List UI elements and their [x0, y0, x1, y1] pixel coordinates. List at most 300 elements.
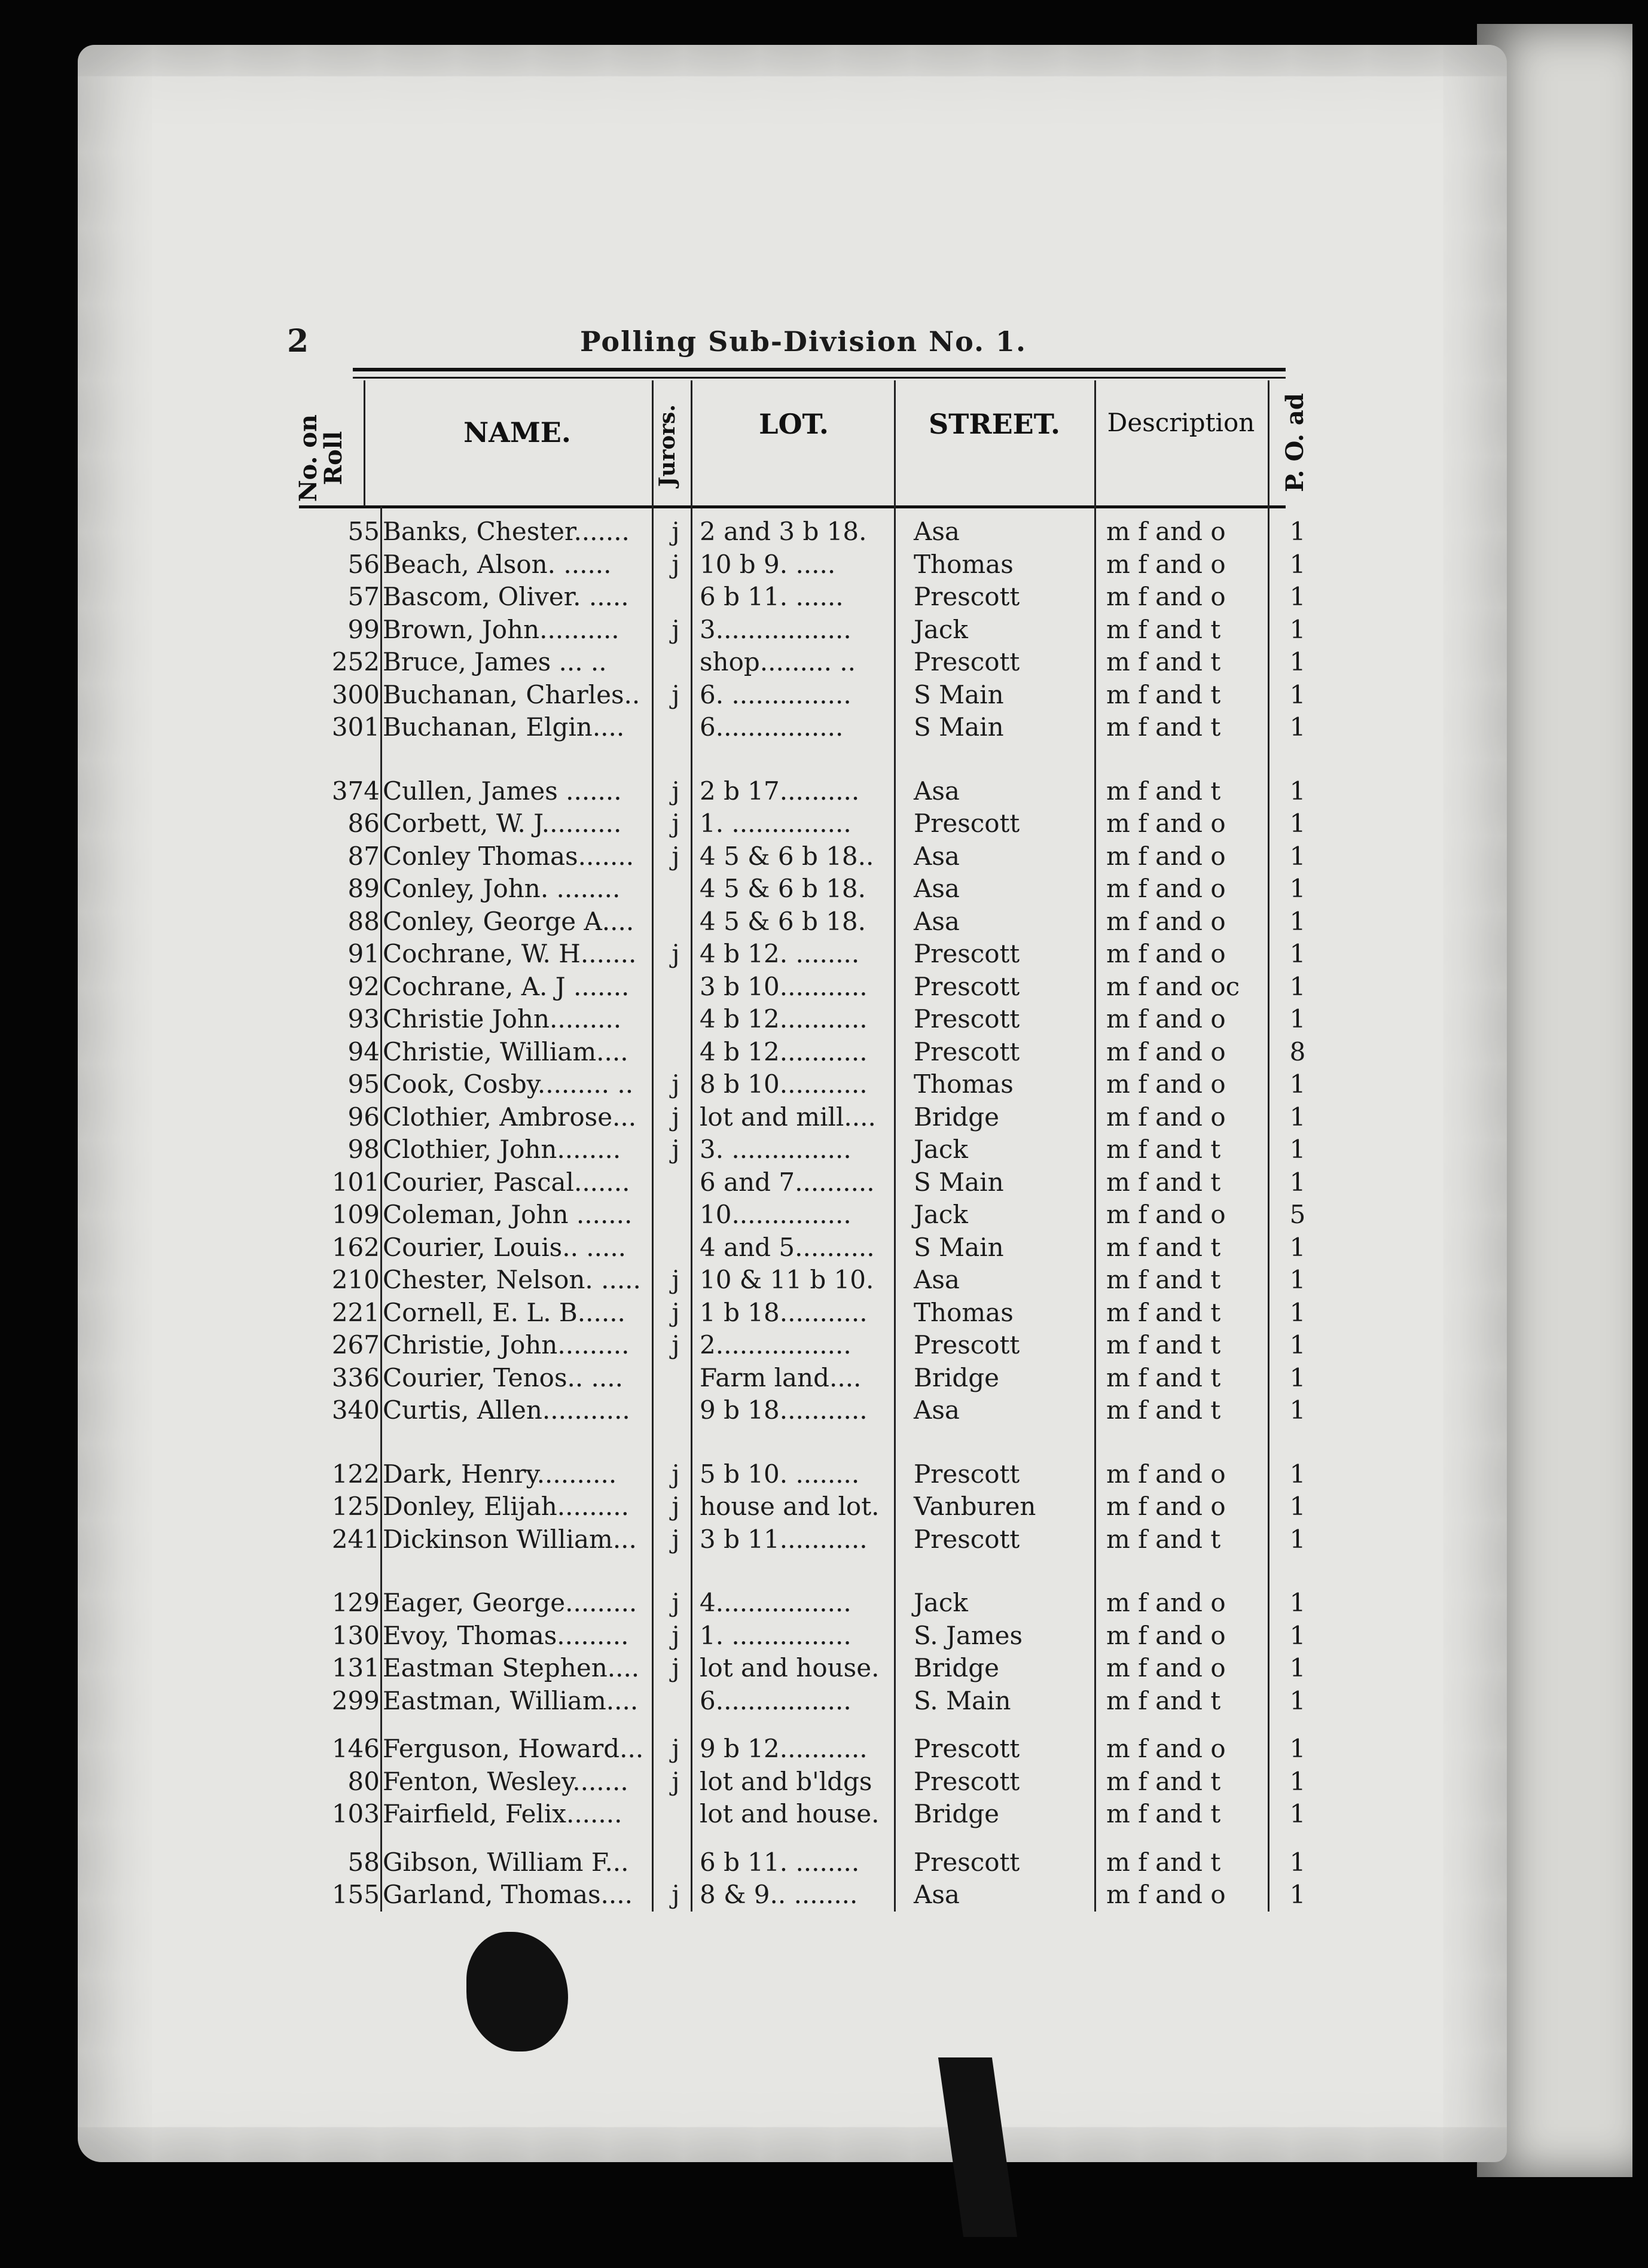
description-cell: m f and t — [1106, 1767, 1221, 1796]
voter-name: Clothier, John........ — [383, 1135, 621, 1164]
lot-cell: 8 & 9.. ........ — [700, 1880, 858, 1909]
column-divider — [364, 380, 365, 506]
juror-mark: j — [672, 680, 680, 709]
roll-number: 80 — [347, 1767, 380, 1796]
voters-list-table — [293, 380, 1322, 1912]
po-address-cell: 1 — [1289, 1233, 1306, 1262]
roll-number: 129 — [331, 1588, 380, 1617]
voter-name: Christie John......... — [383, 1004, 622, 1034]
lot-cell: 3. ............... — [700, 1135, 852, 1164]
table-row — [293, 517, 1322, 549]
po-address-cell: 1 — [1289, 1167, 1306, 1197]
po-address-cell: 1 — [1289, 1799, 1306, 1828]
table-row — [293, 1653, 1322, 1685]
street-cell: Prescott — [914, 582, 1020, 611]
description-cell: m f and o — [1106, 874, 1226, 903]
description-cell: m f and o — [1106, 842, 1226, 871]
lot-cell: 10............... — [700, 1200, 852, 1229]
description-cell: m f and t — [1106, 1395, 1221, 1425]
po-address-cell: 1 — [1289, 712, 1306, 742]
juror-mark: j — [672, 615, 680, 644]
po-address-cell: 1 — [1289, 1298, 1306, 1327]
table-row — [293, 647, 1322, 679]
lot-cell: 1. ............... — [700, 809, 852, 838]
roll-number: 162 — [331, 1233, 380, 1262]
voter-name: Clothier, Ambrose... — [383, 1102, 637, 1132]
table-row — [293, 1848, 1322, 1880]
roll-number: 221 — [331, 1298, 380, 1327]
voter-name: Christie, William.... — [383, 1037, 628, 1066]
description-cell: m f and o — [1106, 907, 1226, 936]
description-cell: m f and o — [1106, 1621, 1226, 1650]
lot-cell: 6................ — [700, 712, 844, 742]
lot-cell: 5 b 10. ........ — [700, 1459, 860, 1489]
description-cell: m f and oc — [1106, 972, 1240, 1001]
po-address-cell: 1 — [1289, 1004, 1306, 1034]
lot-cell: 3................. — [700, 615, 852, 644]
lot-cell: 4 5 & 6 b 18.. — [700, 842, 874, 871]
po-address-cell: 1 — [1289, 1265, 1306, 1294]
roll-number: 91 — [347, 939, 380, 968]
table-row — [293, 680, 1322, 712]
lot-cell: lot and b'ldgs — [700, 1767, 872, 1796]
roll-number: 301 — [331, 712, 380, 742]
description-cell: m f and t — [1106, 1135, 1221, 1164]
roll-number: 56 — [347, 550, 380, 579]
street-cell: Prescott — [914, 1525, 1020, 1554]
lot-cell: 3 b 10........... — [700, 972, 868, 1001]
street-cell: S Main — [914, 1233, 1004, 1262]
roll-number: 101 — [331, 1167, 380, 1197]
voter-name: Garland, Thomas.... — [383, 1880, 633, 1909]
table-row — [293, 1298, 1322, 1330]
description-cell: m f and t — [1106, 1848, 1221, 1877]
column-header-lot: LOT. — [759, 408, 829, 440]
description-cell: m f and t — [1106, 1298, 1221, 1327]
lot-cell: shop......... .. — [700, 647, 856, 676]
table-row — [293, 1686, 1322, 1718]
voter-name: Coleman, John ....... — [383, 1200, 633, 1229]
lot-cell: 6 b 11. ........ — [700, 1848, 860, 1877]
voter-name: Conley, John. ........ — [383, 874, 621, 903]
juror-mark: j — [672, 776, 680, 806]
roll-number: 155 — [331, 1880, 380, 1909]
voter-name: Chester, Nelson. ..... — [383, 1265, 641, 1294]
roll-number: 122 — [331, 1459, 380, 1489]
description-cell: m f and t — [1106, 1799, 1221, 1828]
description-cell: m f and t — [1106, 1167, 1221, 1197]
lot-cell: 6. ............... — [700, 680, 852, 709]
lot-cell: lot and house. — [700, 1653, 880, 1682]
street-cell: S. James — [914, 1621, 1023, 1650]
roll-number: 267 — [331, 1330, 380, 1359]
description-cell: m f and t — [1106, 1363, 1221, 1392]
header-rule — [353, 368, 1286, 371]
voter-name: Conley Thomas....... — [383, 842, 634, 871]
voter-name: Gibson, William F... — [383, 1848, 629, 1877]
voter-name: Buchanan, Elgin.... — [383, 712, 625, 742]
voter-name: Curtis, Allen........... — [383, 1395, 630, 1425]
lot-cell: Farm land.... — [700, 1363, 862, 1392]
table-row — [293, 712, 1322, 745]
street-cell: Prescott — [914, 1848, 1020, 1877]
lot-cell: 8 b 10........... — [700, 1069, 868, 1099]
juror-mark: j — [672, 517, 680, 546]
table-row — [293, 1102, 1322, 1135]
roll-number: 252 — [331, 647, 380, 676]
description-cell: m f and t — [1106, 712, 1221, 742]
column-header-description: Description — [1107, 408, 1255, 437]
table-row — [293, 809, 1322, 841]
header-rule — [353, 377, 1286, 379]
page-number: 2 — [287, 323, 309, 359]
voter-name: Eager, George......... — [383, 1588, 637, 1617]
description-cell: m f and o — [1106, 1004, 1226, 1034]
roll-number: 92 — [347, 972, 380, 1001]
lot-cell: 4 5 & 6 b 18. — [700, 874, 866, 903]
street-cell: Bridge — [914, 1653, 1000, 1682]
street-cell: S Main — [914, 712, 1004, 742]
street-cell: Asa — [914, 874, 960, 903]
street-cell: Asa — [914, 1265, 960, 1294]
street-cell: Asa — [914, 842, 960, 871]
street-cell: Prescott — [914, 1004, 1020, 1034]
table-row — [293, 1037, 1322, 1069]
po-address-cell: 1 — [1289, 615, 1306, 644]
juror-mark: j — [672, 1525, 680, 1554]
street-cell: Prescott — [914, 939, 1020, 968]
table-row — [293, 1167, 1322, 1200]
po-address-cell: 1 — [1289, 1734, 1306, 1763]
description-cell: m f and t — [1106, 776, 1221, 806]
voter-name: Cochrane, A. J ....... — [383, 972, 630, 1001]
voter-name: Conley, George A.... — [383, 907, 634, 936]
table-row — [293, 1363, 1322, 1395]
roll-number: 374 — [331, 776, 380, 806]
table-row — [293, 582, 1322, 614]
description-cell: m f and t — [1106, 1686, 1221, 1715]
lot-cell: 10 b 9. ..... — [700, 550, 836, 579]
po-address-cell: 1 — [1289, 1395, 1306, 1425]
street-cell: Bridge — [914, 1102, 1000, 1132]
juror-mark: j — [672, 1767, 680, 1796]
description-cell: m f and o — [1106, 517, 1226, 546]
juror-mark: j — [672, 1102, 680, 1132]
voter-name: Fairfield, Felix....... — [383, 1799, 622, 1828]
lot-cell: 1 b 18........... — [700, 1298, 868, 1327]
roll-number: 89 — [347, 874, 380, 903]
juror-mark: j — [672, 1621, 680, 1650]
roll-number: 98 — [347, 1135, 380, 1164]
juror-mark: j — [672, 1653, 680, 1682]
po-address-cell: 1 — [1289, 907, 1306, 936]
voter-name: Eastman, William.... — [383, 1686, 639, 1715]
po-address-cell: 1 — [1289, 1330, 1306, 1359]
table-row — [293, 1069, 1322, 1102]
voter-name: Cornell, E. L. B...... — [383, 1298, 625, 1327]
running-title: Polling Sub-Division No. 1. — [580, 325, 1027, 358]
po-address-cell: 1 — [1289, 1621, 1306, 1650]
description-cell: m f and o — [1106, 939, 1226, 968]
table-row — [293, 939, 1322, 971]
street-cell: S Main — [914, 680, 1004, 709]
description-cell: m f and t — [1106, 1265, 1221, 1294]
po-address-cell: 1 — [1289, 1525, 1306, 1554]
roll-number: 55 — [347, 517, 380, 546]
street-cell: Thomas — [914, 1298, 1014, 1327]
table-row — [293, 1525, 1322, 1557]
po-address-cell: 1 — [1289, 842, 1306, 871]
po-address-cell: 1 — [1289, 1459, 1306, 1489]
street-cell: Prescott — [914, 1037, 1020, 1066]
table-row — [293, 874, 1322, 906]
lot-cell: 3 b 11........... — [700, 1525, 868, 1554]
table-row — [293, 1588, 1322, 1620]
street-cell: Jack — [914, 1135, 968, 1164]
roll-number: 241 — [331, 1525, 380, 1554]
lot-cell: 4................. — [700, 1588, 852, 1617]
po-address-cell: 1 — [1289, 1767, 1306, 1796]
table-row — [293, 1265, 1322, 1297]
po-address-cell: 1 — [1289, 517, 1306, 546]
juror-mark: j — [672, 842, 680, 871]
table-row — [293, 1621, 1322, 1653]
roll-number: 99 — [347, 615, 380, 644]
lot-cell: 4 b 12........... — [700, 1037, 868, 1066]
street-cell: Thomas — [914, 550, 1014, 579]
juror-mark: j — [672, 1459, 680, 1489]
table-row — [293, 1395, 1322, 1428]
table-row — [293, 615, 1322, 647]
po-address-cell: 1 — [1289, 1686, 1306, 1715]
street-cell: Thomas — [914, 1069, 1014, 1099]
voter-name: Christie, John......... — [383, 1330, 630, 1359]
voter-name: Bruce, James ... .. — [383, 647, 607, 676]
street-cell: Vanburen — [914, 1492, 1036, 1521]
column-header-jurors: Jurors. — [655, 404, 680, 487]
street-cell: Prescott — [914, 647, 1020, 676]
lot-cell: 9 b 12........... — [700, 1734, 868, 1763]
roll-number: 96 — [347, 1102, 380, 1132]
po-address-cell: 1 — [1289, 1492, 1306, 1521]
roll-number: 131 — [331, 1653, 380, 1682]
po-address-cell: 1 — [1289, 939, 1306, 968]
description-cell: m f and o — [1106, 1880, 1226, 1909]
voter-name: Dark, Henry.......... — [383, 1459, 617, 1489]
lot-cell: 9 b 18........... — [700, 1395, 868, 1425]
lot-cell: house and lot. — [700, 1492, 880, 1521]
voter-name: Brown, John.......... — [383, 615, 619, 644]
roll-number: 336 — [331, 1363, 380, 1392]
lot-cell: 1. ............... — [700, 1621, 852, 1650]
po-address-cell: 1 — [1289, 582, 1306, 611]
description-cell: m f and o — [1106, 1200, 1226, 1229]
street-cell: Jack — [914, 1200, 968, 1229]
po-address-cell: 8 — [1289, 1037, 1306, 1066]
roll-number: 340 — [331, 1395, 380, 1425]
po-address-cell: 1 — [1289, 550, 1306, 579]
po-address-cell: 1 — [1289, 647, 1306, 676]
juror-mark: j — [672, 1135, 680, 1164]
description-cell: m f and o — [1106, 582, 1226, 611]
street-cell: Prescott — [914, 1767, 1020, 1796]
description-cell: m f and o — [1106, 550, 1226, 579]
street-cell: Asa — [914, 907, 960, 936]
roll-number: 300 — [331, 680, 380, 709]
juror-mark: j — [672, 1734, 680, 1763]
juror-mark: j — [672, 1265, 680, 1294]
voter-name: Courier, Tenos.. .... — [383, 1363, 623, 1392]
juror-mark: j — [672, 1880, 680, 1909]
table-row — [293, 1004, 1322, 1037]
street-cell: Jack — [914, 615, 968, 644]
lot-cell: lot and house. — [700, 1799, 880, 1828]
table-row — [293, 1200, 1322, 1232]
po-address-cell: 1 — [1289, 1069, 1306, 1099]
table-row — [293, 1135, 1322, 1167]
juror-mark: j — [672, 550, 680, 579]
voter-name: Banks, Chester....... — [383, 517, 630, 546]
po-address-cell: 1 — [1289, 1363, 1306, 1392]
column-header-name: NAME. — [463, 416, 571, 449]
page-header — [287, 323, 1292, 359]
po-address-cell: 1 — [1289, 874, 1306, 903]
table-row — [293, 1459, 1322, 1492]
lot-cell: 4 and 5.......... — [700, 1233, 875, 1262]
table-row — [293, 1330, 1322, 1362]
description-cell: m f and t — [1106, 1525, 1221, 1554]
street-cell: Jack — [914, 1588, 968, 1617]
street-cell: Asa — [914, 1880, 960, 1909]
street-cell: Bridge — [914, 1363, 1000, 1392]
table-row — [293, 842, 1322, 874]
roll-number: 88 — [347, 907, 380, 936]
po-address-cell: 5 — [1289, 1200, 1306, 1229]
po-address-cell: 1 — [1289, 1135, 1306, 1164]
po-address-cell: 1 — [1289, 1653, 1306, 1682]
description-cell: m f and t — [1106, 1330, 1221, 1359]
po-address-cell: 1 — [1289, 1848, 1306, 1877]
juror-mark: j — [672, 939, 680, 968]
lot-cell: 2 and 3 b 18. — [700, 517, 867, 546]
table-row — [293, 1233, 1322, 1265]
juror-mark: j — [672, 1492, 680, 1521]
lot-cell: 2 b 17.......... — [700, 776, 860, 806]
lot-cell: 6................. — [700, 1686, 852, 1715]
column-header-street: STREET. — [928, 408, 1061, 440]
roll-number: 299 — [331, 1686, 380, 1715]
lot-cell: lot and mill.... — [700, 1102, 876, 1132]
table-row — [293, 1767, 1322, 1799]
roll-number: 109 — [331, 1200, 380, 1229]
table-row — [293, 550, 1322, 582]
roll-number: 95 — [347, 1069, 380, 1099]
roll-number: 125 — [331, 1492, 380, 1521]
voter-name: Donley, Elijah......... — [383, 1492, 629, 1521]
voter-name: Dickinson William... — [383, 1525, 637, 1554]
table-row — [293, 1492, 1322, 1524]
street-cell: Bridge — [914, 1799, 1000, 1828]
table-row — [293, 1880, 1322, 1912]
lot-cell: 4 b 12. ........ — [700, 939, 860, 968]
voter-name: Evoy, Thomas......... — [383, 1621, 629, 1650]
roll-number: 87 — [347, 842, 380, 871]
po-address-cell: 1 — [1289, 809, 1306, 838]
street-cell: Asa — [914, 776, 960, 806]
po-address-cell: 1 — [1289, 680, 1306, 709]
street-cell: S. Main — [914, 1686, 1011, 1715]
street-cell: Prescott — [914, 1459, 1020, 1489]
table-row — [293, 907, 1322, 939]
description-cell: m f and o — [1106, 1734, 1226, 1763]
juror-mark: j — [672, 1588, 680, 1617]
roll-number: 103 — [331, 1799, 380, 1828]
voter-name: Cochrane, W. H....... — [383, 939, 637, 968]
roll-number: 93 — [347, 1004, 380, 1034]
street-cell: Prescott — [914, 972, 1020, 1001]
street-cell: Asa — [914, 517, 960, 546]
column-header-no-on-roll: No. on Roll — [294, 414, 347, 502]
street-cell: Asa — [914, 1395, 960, 1425]
description-cell: m f and t — [1106, 1233, 1221, 1262]
description-cell: m f and t — [1106, 680, 1221, 709]
table-row — [293, 972, 1322, 1004]
description-cell: m f and o — [1106, 809, 1226, 838]
po-address-cell: 1 — [1289, 776, 1306, 806]
voter-name: Eastman Stephen.... — [383, 1653, 640, 1682]
roll-number: 57 — [347, 582, 380, 611]
lot-cell: 2................. — [700, 1330, 852, 1359]
column-header-po-address: P. O. ad — [1281, 393, 1309, 492]
description-cell: m f and o — [1106, 1102, 1226, 1132]
description-cell: m f and o — [1106, 1459, 1226, 1489]
description-cell: m f and t — [1106, 647, 1221, 676]
voter-name: Beach, Alson. ...... — [383, 550, 612, 579]
voter-name: Cook, Cosby......... .. — [383, 1069, 634, 1099]
description-cell: m f and o — [1106, 1037, 1226, 1066]
roll-number: 130 — [331, 1621, 380, 1650]
voter-name: Fenton, Wesley....... — [383, 1767, 628, 1796]
lot-cell: 4 5 & 6 b 18. — [700, 907, 866, 936]
juror-mark: j — [672, 1298, 680, 1327]
voter-name: Courier, Louis.. ..... — [383, 1233, 627, 1262]
lot-cell: 4 b 12........... — [700, 1004, 868, 1034]
voter-name: Ferguson, Howard... — [383, 1734, 644, 1763]
po-address-cell: 1 — [1289, 1880, 1306, 1909]
po-address-cell: 1 — [1289, 1588, 1306, 1617]
juror-mark: j — [672, 1330, 680, 1359]
street-cell: Prescott — [914, 1734, 1020, 1763]
roll-number: 94 — [347, 1037, 380, 1066]
description-cell: m f and o — [1106, 1492, 1226, 1521]
table-row — [293, 776, 1322, 809]
voter-name: Corbett, W. J.......... — [383, 809, 622, 838]
juror-mark: j — [672, 809, 680, 838]
voter-name: Bascom, Oliver. ..... — [383, 582, 629, 611]
voter-name: Buchanan, Charles.. — [383, 680, 640, 709]
table-row — [293, 1799, 1322, 1831]
description-cell: m f and o — [1106, 1069, 1226, 1099]
street-cell: Prescott — [914, 809, 1020, 838]
roll-number: 146 — [331, 1734, 380, 1763]
po-address-cell: 1 — [1289, 972, 1306, 1001]
voter-name: Courier, Pascal....... — [383, 1167, 630, 1197]
lot-cell: 6 and 7.......... — [700, 1167, 875, 1197]
table-row — [293, 1734, 1322, 1766]
roll-number: 86 — [347, 809, 380, 838]
lot-cell: 10 & 11 b 10. — [700, 1265, 874, 1294]
roll-number: 58 — [347, 1848, 380, 1877]
